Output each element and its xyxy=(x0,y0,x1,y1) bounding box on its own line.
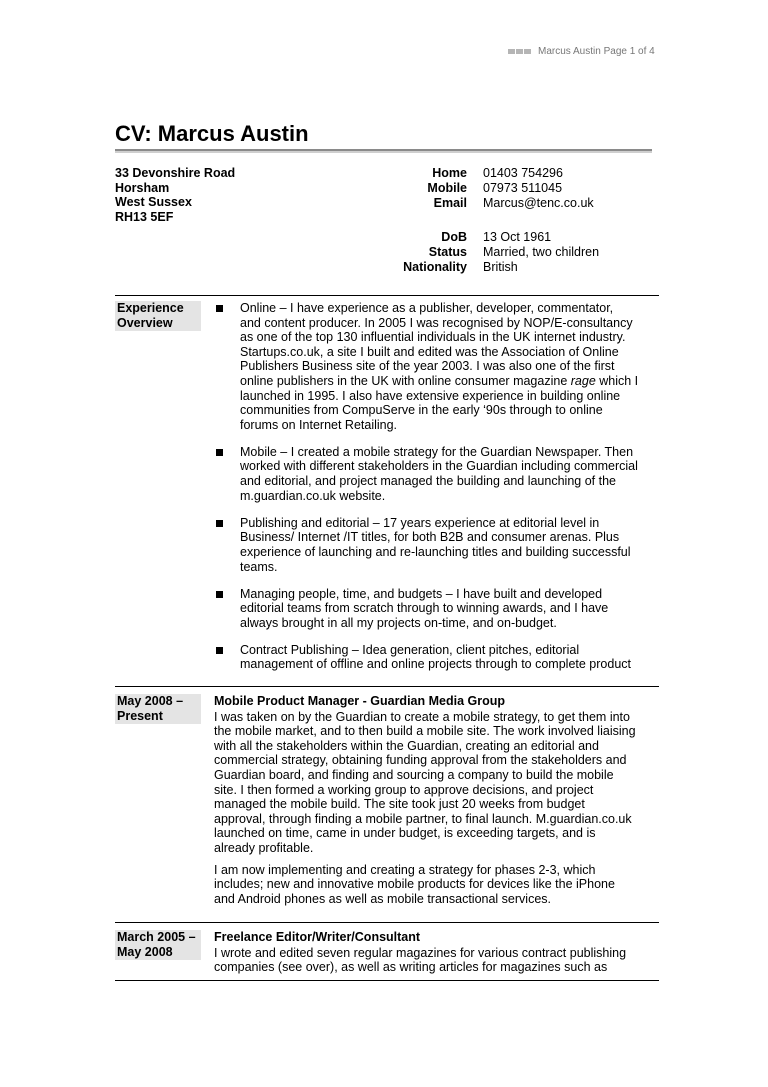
contact-row-mobile xyxy=(360,181,660,196)
personal-label: DoB xyxy=(441,230,467,244)
address-line: 33 Devonshire Road xyxy=(115,166,236,180)
job-title: Freelance Editor/Writer/Consultant xyxy=(214,930,421,944)
experience-section xyxy=(115,295,659,685)
address-block xyxy=(115,166,315,224)
personal-value: British xyxy=(483,260,518,274)
contact-row-home xyxy=(360,166,660,181)
bullet-publishing: Publishing and editorial – 17 years experience at editorial level in Business/ Internet /IT titles, for both B2B and consumer arenas. Plus experience of launching and re-launching titles and building successful teams. xyxy=(214,516,660,574)
address-line: West Sussex xyxy=(115,195,192,210)
section-rule xyxy=(115,295,659,296)
personal-row-nationality xyxy=(360,260,660,275)
bullet-square-icon xyxy=(216,520,223,527)
running-header xyxy=(508,46,658,60)
job-dates: May 2008 – Present xyxy=(115,694,201,724)
job-title: Mobile Product Manager - Guardian Media Group xyxy=(214,694,505,708)
address-line: Horsham xyxy=(115,180,170,195)
personal-row-status xyxy=(360,245,660,260)
contact-row-email xyxy=(360,196,660,211)
header-marks-icon xyxy=(508,46,532,57)
job-paragraph: I wrote and edited seven regular magazines for various contract publishing companies (see over), as well as writing articles for magazines such as xyxy=(214,945,627,975)
contact-label: Email xyxy=(433,196,467,210)
bullet-online: Online – I have experience as a publisher, developer, commentator, and content producer. In 2005 I was recognised by NOP/E-consultancy as one of the top 130 influential individuals in the UK internet industry. Startups.co.uk, a site I built and edited was the Association of Online Publishers Business site of the year 2003. I was also one of the first online publishers in the UK with online consumer magazine rage which I launched in 1995. I also have extensive experience in building online communities from CompuServe in the early ‘90s through to online forums on Internet Retailing. xyxy=(214,301,660,432)
personal-value: Married, two children xyxy=(483,245,600,259)
contact-value: 07973 511045 xyxy=(483,181,563,195)
personal-label: Status xyxy=(428,245,467,259)
contact-label: Mobile xyxy=(427,181,467,195)
magazine-name: rage xyxy=(570,373,596,388)
section-rule xyxy=(115,922,659,923)
bullet-square-icon xyxy=(216,449,223,456)
bullet-mobile: Mobile – I created a mobile strategy for the Guardian Newspaper. Then worked with different stakeholders in the Guardian including commercial and editorial, and project managed the building and launching of the m.guardian.co.uk website. xyxy=(214,445,660,503)
bullet-contract: Contract Publishing – Idea generation, client pitches, editorial management of offline and online projects through to complete product xyxy=(214,643,660,672)
job-paragraph: I am now implementing and creating a strategy for phases 2-3, which includes; new and innovative mobile products for devices like the iPhone and Android phones as well as mobile transactional services. xyxy=(214,862,615,906)
section-rule xyxy=(115,980,659,981)
bullet-square-icon xyxy=(216,647,223,654)
experience-bullets xyxy=(214,301,660,685)
experience-label: Experience Overview xyxy=(115,301,201,331)
job-body xyxy=(214,694,660,913)
personal-value: 13 Oct 1961 xyxy=(483,230,552,244)
bullet-square-icon xyxy=(216,305,223,312)
cv-title: CV: Marcus Austin xyxy=(115,121,309,146)
contact-block xyxy=(360,166,660,275)
job-paragraph: I was taken on by the Guardian to create a mobile strategy, to get them into the mobile market, and to then build a mobile site. The work involved liaising with all the stakeholders within the Guardian, creating an editorial and commercial strategy, obtaining funding approval from the stakeholders and Guardian board, and finding and sourcing a company to build the mobile site. I then formed a working group to approve decisions, and project managed the mobile build. The site took just 20 weeks from budget approval, through finding a mobile partner, to final launch. M.guardian.co.uk launched on time, came in under budget, is exceeding targets, and is already profitable. xyxy=(214,709,636,855)
bullet-square-icon xyxy=(216,591,223,598)
contact-value: Marcus@tenc.co.uk xyxy=(483,196,594,210)
section-rule xyxy=(115,686,659,687)
personal-row-dob xyxy=(360,230,660,245)
running-header-text: Marcus Austin Page 1 of 4 xyxy=(538,46,655,58)
job-body xyxy=(214,930,660,982)
job-dates: March 2005 – May 2008 xyxy=(115,930,201,960)
job-freelance xyxy=(115,922,659,984)
title-rule xyxy=(115,149,652,153)
contact-value: 01403 754296 xyxy=(483,166,563,180)
personal-label: Nationality xyxy=(403,260,467,274)
address-line: RH13 5EF xyxy=(115,209,174,224)
contact-label: Home xyxy=(432,166,467,180)
bullet-managing: Managing people, time, and budgets – I have built and developed editorial teams from scratch through to winning awards, and I have always brought in all my projects on-time, and on-budget. xyxy=(214,587,660,631)
job-guardian xyxy=(115,686,659,922)
